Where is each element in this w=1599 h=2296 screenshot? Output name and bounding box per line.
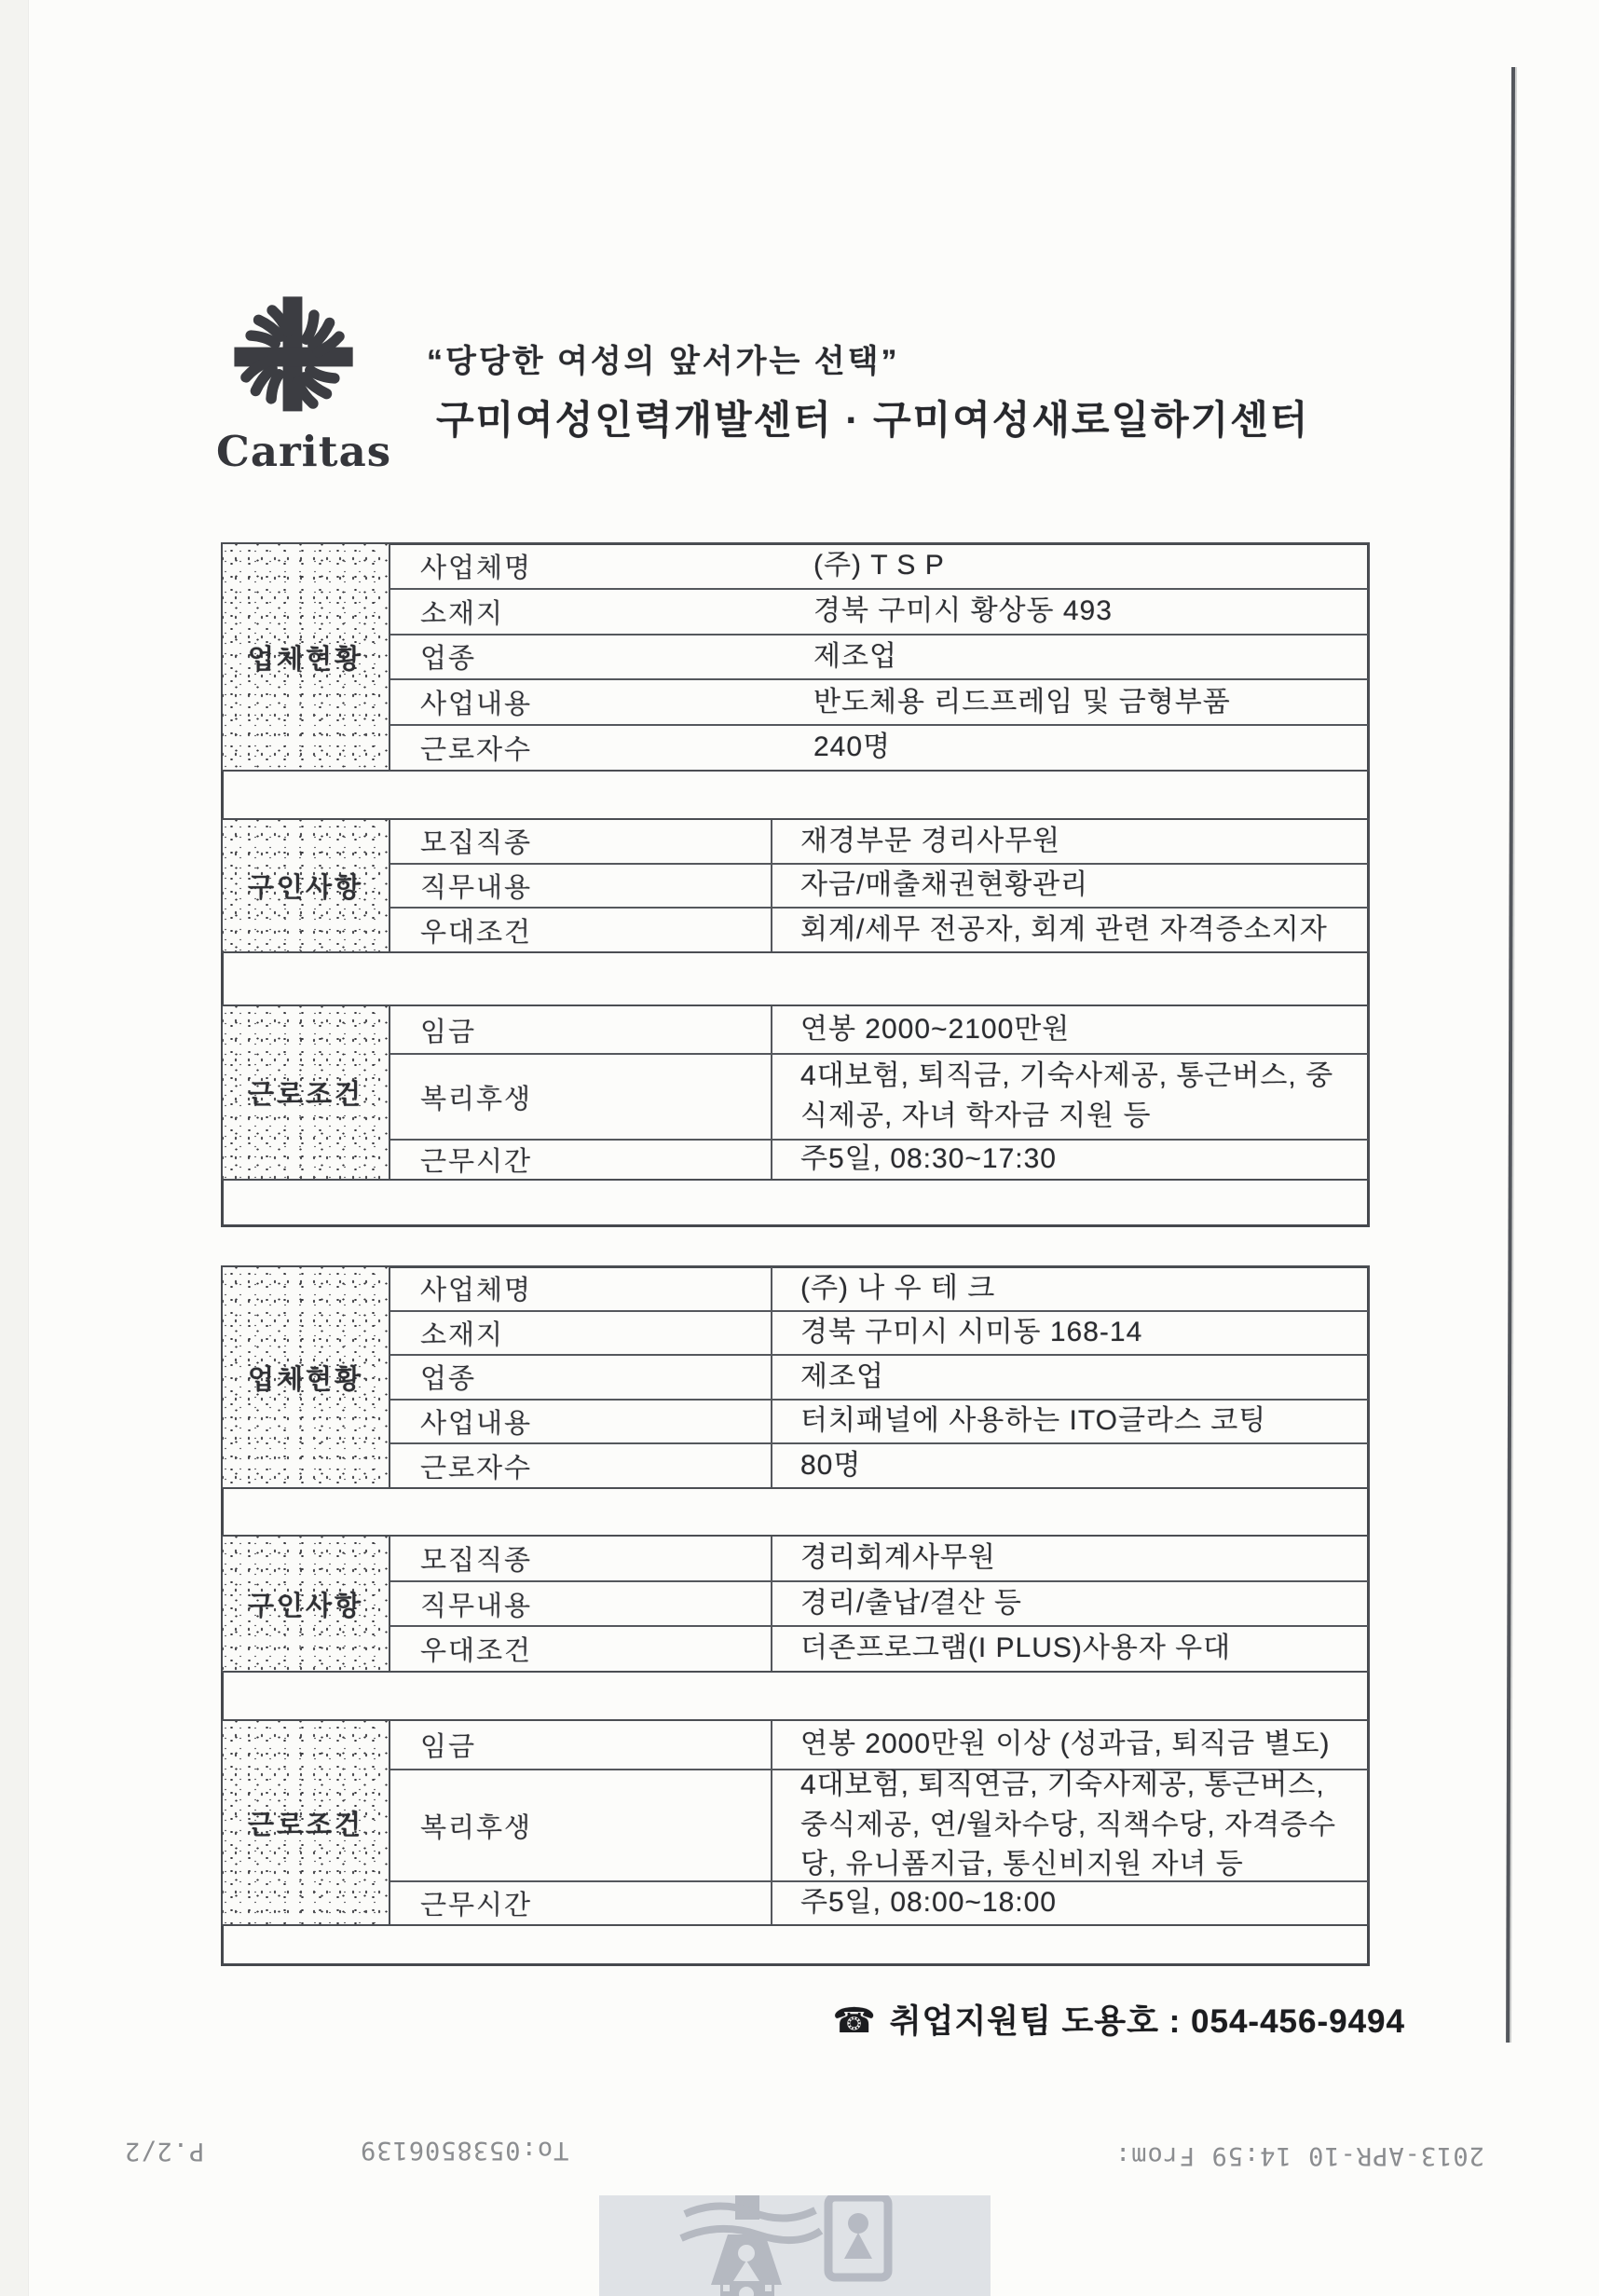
- row-label: 임금: [420, 1732, 477, 1762]
- row-value: 경리/출납/결산 등: [771, 1582, 1368, 1626]
- row-value: 4대보험, 퇴직연금, 기숙사제공, 통근버스, 중식제공, 연/월차수당, 직책수당, 자격증수당, 유니폼지급, 통신비지원 자녀 등: [771, 1770, 1368, 1880]
- row-label: 근무시간: [420, 1891, 533, 1920]
- row-value: (주) 나 우 테 크: [771, 1267, 1368, 1310]
- section-header: 근로조건: [223, 1721, 390, 1924]
- section-job-requirements: [221, 818, 1370, 953]
- section-header: 근로조건: [223, 1006, 390, 1179]
- table-row: [390, 678, 1368, 724]
- row-label: 업종: [420, 1364, 477, 1395]
- table-row: [390, 907, 1368, 951]
- scan-left-edge-band: [0, 0, 29, 2296]
- table-row: [390, 1310, 1368, 1355]
- row-label: 사업내용: [420, 690, 533, 720]
- row-value: 경리회계사무원: [771, 1537, 1368, 1580]
- row-value: 회계/세무 전공자, 회계 관련 자격증소지자: [771, 909, 1368, 951]
- table-row: [390, 1721, 1368, 1769]
- row-label: 직무내용: [420, 1591, 533, 1621]
- section-header: 구인사항: [223, 1537, 390, 1671]
- table-row: [390, 1537, 1368, 1580]
- row-value: 경북 구미시 시미동 168-14: [771, 1312, 1368, 1355]
- row-label: 복리후생: [420, 1084, 533, 1114]
- table-row: [390, 1354, 1368, 1399]
- row-label: 사업체명: [420, 553, 533, 583]
- row-value: 자금/매출채권현황관리: [771, 865, 1368, 908]
- row-value: 터치패널에 사용하는 ITO글라스 코팅: [771, 1401, 1368, 1443]
- row-value: 연봉 2000만원 이상 (성과급, 퇴직금 별도): [771, 1721, 1368, 1769]
- row-value: 240명: [813, 731, 892, 763]
- row-label: 업종: [420, 644, 477, 675]
- section-company-overview: [221, 1265, 1370, 1489]
- row-value: 4대보험, 퇴직금, 기숙사제공, 통근버스, 중식제공, 자녀 학자금 지원 등: [771, 1055, 1368, 1139]
- table-row: [390, 724, 1368, 770]
- row-label: 모집직종: [420, 1545, 533, 1576]
- table-row: [390, 1880, 1368, 1924]
- row-label: 근로자수: [420, 1453, 533, 1483]
- table-row: [390, 820, 1368, 863]
- row-label: 임금: [420, 1017, 477, 1047]
- row-value: 80명: [771, 1444, 1368, 1487]
- row-value: (주) T S P: [813, 550, 945, 581]
- row-label: 사업체명: [420, 1276, 533, 1306]
- table-row: [390, 1053, 1368, 1139]
- table-row: [390, 863, 1368, 908]
- brand-slogan: “당당한 여성의 앞서가는 선택”: [427, 344, 900, 379]
- row-value: 경북 구미시 황상동 493: [813, 594, 1113, 626]
- section-company-overview: [221, 542, 1370, 772]
- row-label: 우대조건: [420, 917, 533, 948]
- row-label: 소재지: [420, 1319, 505, 1350]
- row-value: 연봉 2000~2100만원: [771, 1006, 1368, 1053]
- row-label: 모집직종: [420, 828, 533, 859]
- table-row: [390, 1580, 1368, 1626]
- contact-line: [833, 1996, 1405, 2043]
- section-working-conditions: [221, 1719, 1370, 1926]
- section-header: 구인사항: [223, 820, 390, 951]
- job-posting-table-2: [221, 1265, 1370, 1966]
- row-value: 반도체용 리드프레임 및 금형부품: [813, 686, 1231, 718]
- row-label: 직무내용: [420, 873, 533, 903]
- table-row: [390, 1769, 1368, 1880]
- row-label: 근무시간: [420, 1147, 533, 1177]
- telephone-icon: ☎: [832, 2002, 877, 2040]
- table-row: [390, 544, 1368, 588]
- row-value: 제조업: [813, 640, 897, 672]
- table-row: [390, 1442, 1368, 1487]
- row-value: 더존프로그램(I PLUS)사용자 우대: [771, 1627, 1368, 1671]
- row-label: 우대조건: [420, 1636, 533, 1667]
- table-row: [390, 588, 1368, 634]
- row-label: 복리후생: [420, 1812, 533, 1843]
- table-row: [390, 1267, 1368, 1310]
- film-strip-watermark-graphic: [599, 2195, 991, 2296]
- scan-paper-edge-line: [1506, 67, 1515, 2043]
- contact-text: 취업지원팀 도용호 : 054-456-9494: [889, 2003, 1405, 2040]
- brand-center-names: 구미여성인력개발센터 · 구미여성새로일하기센터: [436, 398, 1310, 442]
- row-label: 근로자수: [420, 735, 533, 766]
- caritas-logo-icon: [222, 289, 363, 425]
- section-header: 업체현황: [223, 544, 390, 770]
- table-row: [390, 1139, 1368, 1179]
- fax-date-from: 2013-APR-10 14:59 From:: [1114, 2141, 1484, 2170]
- fax-page-number: P.2/2: [124, 2137, 205, 2166]
- caritas-logo-text: Caritas: [216, 427, 392, 476]
- row-value: 주5일, 08:30~17:30: [771, 1141, 1368, 1179]
- table-row: [390, 1399, 1368, 1443]
- row-label: 소재지: [420, 598, 505, 629]
- table-row: [390, 634, 1368, 679]
- row-value: 재경부문 경리사무원: [771, 820, 1368, 863]
- row-value: 주5일, 08:00~18:00: [771, 1882, 1368, 1924]
- section-header: 업체현황: [223, 1267, 390, 1487]
- job-posting-table-1: [221, 542, 1370, 1227]
- section-job-requirements: [221, 1535, 1370, 1673]
- row-label: 사업내용: [420, 1409, 533, 1440]
- section-working-conditions: [221, 1004, 1370, 1181]
- table-row: [390, 1006, 1368, 1053]
- table-row: [390, 1625, 1368, 1671]
- fax-to-number: To:0538506139: [360, 2136, 569, 2165]
- row-value: 제조업: [771, 1356, 1368, 1399]
